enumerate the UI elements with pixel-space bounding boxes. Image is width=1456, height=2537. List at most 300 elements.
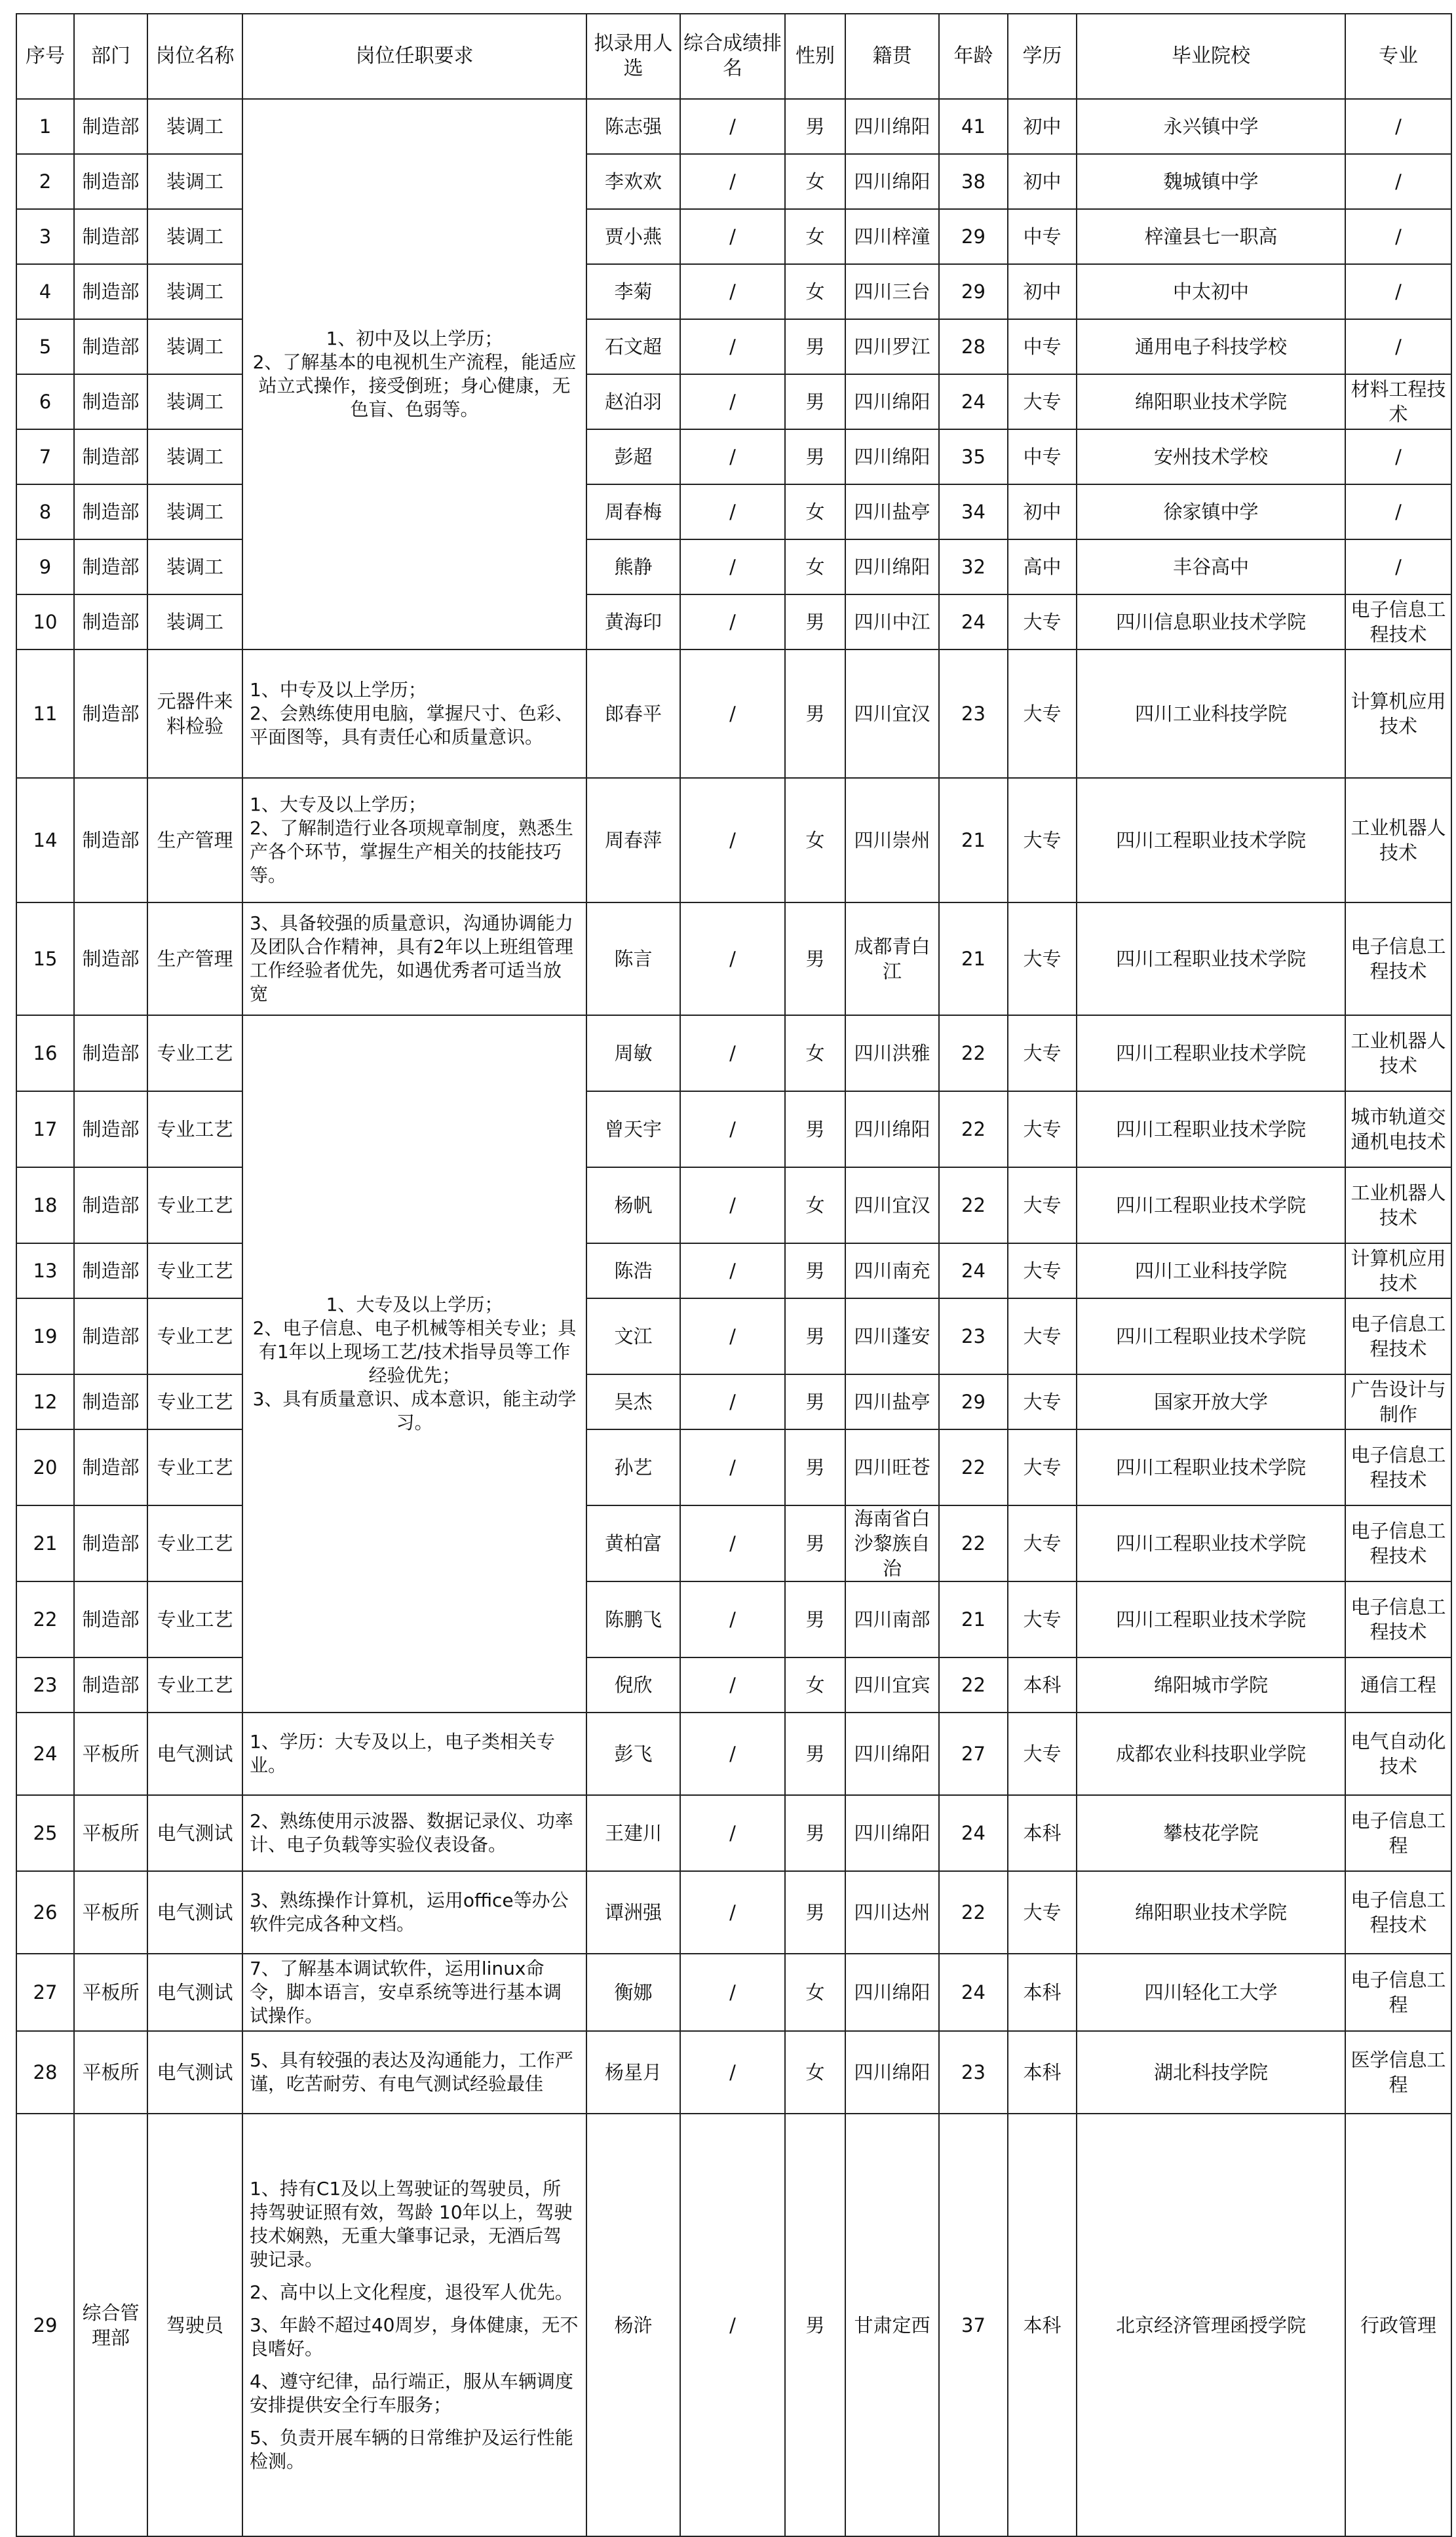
cell-gender: 女	[785, 1015, 845, 1091]
cell-dept: 平板所	[74, 1871, 147, 1954]
cell-name: 周春梅	[586, 484, 680, 539]
cell-gender: 男	[785, 99, 845, 154]
cell-gender: 男	[785, 1374, 845, 1429]
cell-age: 28	[939, 319, 1008, 374]
cell-dept: 制造部	[74, 484, 147, 539]
cell-gender: 男	[785, 1871, 845, 1954]
cell-edu: 本科	[1008, 2114, 1077, 2536]
cell-gender: 女	[785, 209, 845, 264]
cell-no: 2	[16, 154, 74, 209]
cell-edu: 本科	[1008, 1954, 1077, 2031]
cell-origin: 四川绵阳	[845, 154, 939, 209]
cell-edu: 大专	[1008, 1429, 1077, 1505]
cell-age: 21	[939, 1581, 1008, 1657]
table-row	[16, 1167, 1451, 1243]
cell-gender: 男	[785, 594, 845, 649]
cell-major: /	[1345, 154, 1451, 209]
cell-name: 黄柏富	[586, 1505, 680, 1581]
cell-name: 赵泊羽	[586, 374, 680, 429]
cell-no: 17	[16, 1091, 74, 1167]
cell-dept: 制造部	[74, 1243, 147, 1298]
cell-dept: 制造部	[74, 1298, 147, 1374]
table-row	[16, 374, 1451, 429]
header-gender: 性别	[785, 14, 845, 99]
cell-post: 电气测试	[147, 2031, 242, 2114]
header-major: 专业	[1345, 14, 1451, 99]
cell-edu: 中专	[1008, 209, 1077, 264]
cell-school: 绵阳职业技术学院	[1077, 1871, 1345, 1954]
cell-rank: /	[680, 1374, 785, 1429]
cell-no: 10	[16, 594, 74, 649]
cell-post: 装调工	[147, 264, 242, 319]
cell-no: 8	[16, 484, 74, 539]
cell-age: 29	[939, 264, 1008, 319]
cell-post: 专业工艺	[147, 1657, 242, 1713]
cell-age: 23	[939, 2031, 1008, 2114]
table-row	[16, 154, 1451, 209]
table-row	[16, 99, 1451, 154]
header-no: 序号	[16, 14, 74, 99]
cell-name: 陈言	[586, 902, 680, 1015]
cell-rank: /	[680, 1243, 785, 1298]
table-row	[16, 2114, 1451, 2536]
cell-origin: 四川旺苍	[845, 1429, 939, 1505]
cell-name: 李欢欢	[586, 154, 680, 209]
cell-major: 电子信息工程技术	[1345, 902, 1451, 1015]
cell-post: 装调工	[147, 319, 242, 374]
cell-origin: 四川绵阳	[845, 1091, 939, 1167]
table-row	[16, 1795, 1451, 1871]
cell-rank: /	[680, 778, 785, 902]
cell-major: /	[1345, 539, 1451, 594]
cell-dept: 制造部	[74, 264, 147, 319]
cell-no: 9	[16, 539, 74, 594]
cell-age: 22	[939, 1429, 1008, 1505]
cell-rank: /	[680, 374, 785, 429]
cell-edu: 大专	[1008, 902, 1077, 1015]
requirement-text: 7、了解基本调试软件，运用linux命令，脚本语言，安卓系统等进行基本调试操作。	[250, 1958, 562, 2026]
cell-school: 绵阳城市学院	[1077, 1657, 1345, 1713]
cell-rank: /	[680, 1795, 785, 1871]
cell-edu: 初中	[1008, 484, 1077, 539]
cell-age: 22	[939, 1015, 1008, 1091]
cell-origin: 四川盐亭	[845, 1374, 939, 1429]
header-post: 岗位名称	[147, 14, 242, 99]
cell-edu: 大专	[1008, 1015, 1077, 1091]
cell-no: 14	[16, 778, 74, 902]
header-name: 拟录用人选	[586, 14, 680, 99]
cell-post: 装调工	[147, 539, 242, 594]
cell-origin: 成都青白江	[845, 902, 939, 1015]
cell-origin: 四川中江	[845, 594, 939, 649]
requirements-cell	[242, 902, 586, 1015]
cell-edu: 大专	[1008, 1581, 1077, 1657]
cell-edu: 大专	[1008, 374, 1077, 429]
table-row	[16, 1505, 1451, 1581]
cell-rank: /	[680, 2031, 785, 2114]
cell-no: 4	[16, 264, 74, 319]
requirements-cell	[242, 1713, 586, 1795]
cell-post: 专业工艺	[147, 1091, 242, 1167]
cell-edu: 大专	[1008, 1298, 1077, 1374]
cell-post: 电气测试	[147, 1871, 242, 1954]
cell-major: 广告设计与制作	[1345, 1374, 1451, 1429]
requirement-text: 1、大专及以上学历； 2、电子信息、电子机械等相关专业；具有1年以上现场工艺/技术指导员等工作经验优先； 3、具有质量意识、成本意识，能主动学习。	[252, 1294, 577, 1433]
cell-post: 装调工	[147, 154, 242, 209]
cell-major: /	[1345, 484, 1451, 539]
cell-major: /	[1345, 264, 1451, 319]
cell-gender: 男	[785, 1091, 845, 1167]
cell-post: 生产管理	[147, 902, 242, 1015]
cell-age: 41	[939, 99, 1008, 154]
cell-school: 四川工程职业技术学院	[1077, 1298, 1345, 1374]
cell-major: 城市轨道交通机电技术	[1345, 1091, 1451, 1167]
cell-name: 郎春平	[586, 649, 680, 778]
header-row	[16, 14, 1451, 99]
cell-name: 衡娜	[586, 1954, 680, 2031]
header-dept: 部门	[74, 14, 147, 99]
cell-dept: 综合管理部	[74, 2114, 147, 2536]
cell-dept: 制造部	[74, 649, 147, 778]
cell-name: 杨星月	[586, 2031, 680, 2114]
cell-origin: 四川南充	[845, 1243, 939, 1298]
cell-origin: 四川绵阳	[845, 1713, 939, 1795]
requirement-text: 5、具有较强的表达及沟通能力，工作严谨，吃苦耐劳、有电气测试经验最佳	[250, 2049, 573, 2095]
cell-school: 四川信息职业技术学院	[1077, 594, 1345, 649]
cell-post: 专业工艺	[147, 1298, 242, 1374]
table-row	[16, 209, 1451, 264]
cell-gender: 女	[785, 539, 845, 594]
cell-age: 22	[939, 1657, 1008, 1713]
cell-gender: 男	[785, 649, 845, 778]
header-age: 年龄	[939, 14, 1008, 99]
cell-dept: 制造部	[74, 1657, 147, 1713]
cell-rank: /	[680, 2114, 785, 2536]
cell-no: 1	[16, 99, 74, 154]
cell-major: 计算机应用技术	[1345, 1243, 1451, 1298]
table-row	[16, 2031, 1451, 2114]
cell-age: 23	[939, 649, 1008, 778]
cell-edu: 大专	[1008, 1374, 1077, 1429]
cell-no: 5	[16, 319, 74, 374]
cell-major: /	[1345, 99, 1451, 154]
requirements-cell	[242, 2114, 586, 2536]
requirements-cell	[242, 778, 586, 902]
cell-name: 陈浩	[586, 1243, 680, 1298]
recruitment-table	[16, 13, 1452, 2537]
cell-no: 19	[16, 1298, 74, 1374]
table-row	[16, 778, 1451, 902]
cell-school: 国家开放大学	[1077, 1374, 1345, 1429]
requirements-cell	[242, 1954, 586, 2031]
cell-major: 材料工程技术	[1345, 374, 1451, 429]
cell-post: 电气测试	[147, 1713, 242, 1795]
requirements-cell	[242, 1871, 586, 1954]
cell-post: 元器件来料检验	[147, 649, 242, 778]
cell-name: 周敏	[586, 1015, 680, 1091]
cell-origin: 四川绵阳	[845, 429, 939, 484]
cell-name: 陈志强	[586, 99, 680, 154]
cell-name: 杨帆	[586, 1167, 680, 1243]
cell-post: 驾驶员	[147, 2114, 242, 2536]
cell-post: 装调工	[147, 484, 242, 539]
cell-age: 24	[939, 1243, 1008, 1298]
cell-no: 25	[16, 1795, 74, 1871]
cell-rank: /	[680, 209, 785, 264]
cell-school: 魏城镇中学	[1077, 154, 1345, 209]
cell-gender: 女	[785, 1954, 845, 2031]
cell-rank: /	[680, 1581, 785, 1657]
cell-dept: 制造部	[74, 1429, 147, 1505]
table-row	[16, 649, 1451, 778]
table-row	[16, 902, 1451, 1015]
cell-edu: 大专	[1008, 1505, 1077, 1581]
requirements-cell	[242, 1795, 586, 1871]
cell-post: 专业工艺	[147, 1429, 242, 1505]
cell-post: 专业工艺	[147, 1243, 242, 1298]
requirement-text: 1、持有C1及以上驾驶证的驾驶员，所持驾驶证照有效，驾龄 10年以上，驾驶技术娴熟，无重大肇事记录，无酒后驾驶记录。	[250, 2177, 573, 2270]
cell-gender: 男	[785, 2114, 845, 2536]
cell-dept: 平板所	[74, 1954, 147, 2031]
cell-name: 熊静	[586, 539, 680, 594]
cell-dept: 制造部	[74, 594, 147, 649]
requirements-cell	[242, 2031, 586, 2114]
cell-no: 12	[16, 1374, 74, 1429]
cell-rank: /	[680, 1657, 785, 1713]
cell-school: 安州技术学校	[1077, 429, 1345, 484]
cell-major: 电子信息工程技术	[1345, 594, 1451, 649]
table-row	[16, 484, 1451, 539]
cell-rank: /	[680, 154, 785, 209]
cell-dept: 制造部	[74, 319, 147, 374]
requirements-cell	[242, 1015, 586, 1713]
table-row	[16, 1581, 1451, 1657]
cell-major: 工业机器人技术	[1345, 1167, 1451, 1243]
cell-rank: /	[680, 1954, 785, 2031]
cell-post: 专业工艺	[147, 1167, 242, 1243]
cell-origin: 四川绵阳	[845, 99, 939, 154]
table-row	[16, 1091, 1451, 1167]
requirement-text: 3、具备较强的质量意识，沟通协调能力及团队合作精神，具有2年以上班组管理工作经验者优先，如遇优秀者可适当放宽	[250, 912, 573, 1005]
cell-gender: 男	[785, 374, 845, 429]
cell-age: 24	[939, 1795, 1008, 1871]
cell-origin: 四川绵阳	[845, 1954, 939, 2031]
cell-gender: 男	[785, 1581, 845, 1657]
requirements-cell	[242, 649, 586, 778]
cell-age: 24	[939, 374, 1008, 429]
cell-origin: 甘肃定西	[845, 2114, 939, 2536]
table-row	[16, 1429, 1451, 1505]
cell-major: 行政管理	[1345, 2114, 1451, 2536]
cell-school: 绵阳职业技术学院	[1077, 374, 1345, 429]
cell-rank: /	[680, 902, 785, 1015]
cell-no: 16	[16, 1015, 74, 1091]
requirement-text: 3、年龄不超过40周岁，身体健康，无不良嗜好。	[250, 2314, 579, 2359]
cell-origin: 四川绵阳	[845, 539, 939, 594]
cell-origin: 四川南部	[845, 1581, 939, 1657]
cell-name: 彭超	[586, 429, 680, 484]
cell-origin: 四川宜宾	[845, 1657, 939, 1713]
cell-no: 11	[16, 649, 74, 778]
cell-major: 工业机器人技术	[1345, 1015, 1451, 1091]
cell-post: 生产管理	[147, 778, 242, 902]
cell-no: 28	[16, 2031, 74, 2114]
cell-gender: 男	[785, 1298, 845, 1374]
cell-dept: 平板所	[74, 2031, 147, 2114]
cell-no: 3	[16, 209, 74, 264]
header-school: 毕业院校	[1077, 14, 1345, 99]
requirement-text: 2、熟练使用示波器、数据记录仪、功率计、电子负载等实验仪表设备。	[250, 1810, 573, 1855]
cell-dept: 制造部	[74, 1374, 147, 1429]
cell-school: 梓潼县七一职高	[1077, 209, 1345, 264]
cell-origin: 四川蓬安	[845, 1298, 939, 1374]
cell-origin: 四川宜汉	[845, 1167, 939, 1243]
cell-post: 专业工艺	[147, 1374, 242, 1429]
requirement-text: 5、负责开展车辆的日常维护及运行性能检测。	[250, 2426, 573, 2472]
cell-no: 7	[16, 429, 74, 484]
cell-post: 电气测试	[147, 1795, 242, 1871]
cell-age: 21	[939, 778, 1008, 902]
cell-name: 李菊	[586, 264, 680, 319]
cell-no: 6	[16, 374, 74, 429]
cell-origin: 海南省白沙黎族自治	[845, 1505, 939, 1581]
cell-rank: /	[680, 1298, 785, 1374]
cell-school: 四川工程职业技术学院	[1077, 1015, 1345, 1091]
cell-age: 37	[939, 2114, 1008, 2536]
cell-edu: 高中	[1008, 539, 1077, 594]
cell-major: 电子信息工程技术	[1345, 1581, 1451, 1657]
cell-major: 电子信息工程技术	[1345, 1429, 1451, 1505]
requirements-cell	[242, 99, 586, 649]
requirement-text: 3、熟练操作计算机，运用office等办公软件完成各种文档。	[250, 1889, 569, 1935]
cell-dept: 平板所	[74, 1713, 147, 1795]
cell-school: 四川工程职业技术学院	[1077, 1167, 1345, 1243]
table-row	[16, 1954, 1451, 2031]
cell-age: 21	[939, 902, 1008, 1015]
cell-major: 通信工程	[1345, 1657, 1451, 1713]
cell-rank: /	[680, 1429, 785, 1505]
cell-school: 丰谷高中	[1077, 539, 1345, 594]
cell-post: 装调工	[147, 594, 242, 649]
cell-age: 22	[939, 1871, 1008, 1954]
cell-post: 专业工艺	[147, 1581, 242, 1657]
cell-name: 石文超	[586, 319, 680, 374]
cell-school: 湖北科技学院	[1077, 2031, 1345, 2114]
cell-post: 电气测试	[147, 1954, 242, 2031]
cell-edu: 中专	[1008, 429, 1077, 484]
cell-post: 专业工艺	[147, 1015, 242, 1091]
cell-school: 攀枝花学院	[1077, 1795, 1345, 1871]
cell-name: 曾天宇	[586, 1091, 680, 1167]
requirement-text: 1、学历：大专及以上，电子类相关专业。	[250, 1731, 555, 1776]
cell-age: 22	[939, 1505, 1008, 1581]
cell-age: 24	[939, 594, 1008, 649]
cell-dept: 平板所	[74, 1795, 147, 1871]
cell-no: 20	[16, 1429, 74, 1505]
cell-no: 26	[16, 1871, 74, 1954]
cell-name: 陈鹏飞	[586, 1581, 680, 1657]
cell-gender: 男	[785, 902, 845, 1015]
cell-dept: 制造部	[74, 1091, 147, 1167]
cell-edu: 本科	[1008, 1657, 1077, 1713]
cell-dept: 制造部	[74, 99, 147, 154]
cell-post: 装调工	[147, 429, 242, 484]
cell-no: 29	[16, 2114, 74, 2536]
cell-rank: /	[680, 1713, 785, 1795]
cell-gender: 男	[785, 1795, 845, 1871]
cell-dept: 制造部	[74, 778, 147, 902]
cell-rank: /	[680, 594, 785, 649]
cell-dept: 制造部	[74, 1015, 147, 1091]
cell-edu: 中专	[1008, 319, 1077, 374]
cell-dept: 制造部	[74, 374, 147, 429]
cell-age: 27	[939, 1713, 1008, 1795]
cell-major: /	[1345, 209, 1451, 264]
cell-school: 徐家镇中学	[1077, 484, 1345, 539]
cell-name: 王建川	[586, 1795, 680, 1871]
table-row	[16, 1871, 1451, 1954]
cell-no: 23	[16, 1657, 74, 1713]
cell-age: 35	[939, 429, 1008, 484]
cell-rank: /	[680, 319, 785, 374]
cell-edu: 本科	[1008, 1795, 1077, 1871]
cell-major: 电子信息工程	[1345, 1795, 1451, 1871]
cell-dept: 制造部	[74, 209, 147, 264]
cell-gender: 女	[785, 484, 845, 539]
cell-major: 电子信息工程	[1345, 1954, 1451, 2031]
cell-gender: 女	[785, 2031, 845, 2114]
cell-age: 22	[939, 1167, 1008, 1243]
cell-rank: /	[680, 1091, 785, 1167]
header-education: 学历	[1008, 14, 1077, 99]
cell-no: 27	[16, 1954, 74, 2031]
cell-no: 13	[16, 1243, 74, 1298]
cell-edu: 大专	[1008, 1091, 1077, 1167]
cell-rank: /	[680, 1505, 785, 1581]
cell-post: 装调工	[147, 99, 242, 154]
cell-dept: 制造部	[74, 902, 147, 1015]
cell-rank: /	[680, 429, 785, 484]
cell-age: 22	[939, 1091, 1008, 1167]
table-row	[16, 264, 1451, 319]
table-row	[16, 1713, 1451, 1795]
cell-post: 专业工艺	[147, 1505, 242, 1581]
cell-rank: /	[680, 1871, 785, 1954]
cell-no: 18	[16, 1167, 74, 1243]
cell-school: 四川工程职业技术学院	[1077, 902, 1345, 1015]
cell-dept: 制造部	[74, 1505, 147, 1581]
cell-edu: 大专	[1008, 778, 1077, 902]
cell-no: 22	[16, 1581, 74, 1657]
cell-gender: 女	[785, 1167, 845, 1243]
cell-rank: /	[680, 264, 785, 319]
header-rank: 综合成绩排名	[680, 14, 785, 99]
cell-rank: /	[680, 649, 785, 778]
requirement-text: 1、中专及以上学历； 2、会熟练使用电脑，掌握尺寸、色彩、平面图等，具有责任心和质量意识。	[250, 679, 573, 748]
cell-no: 24	[16, 1713, 74, 1795]
header-origin: 籍贯	[845, 14, 939, 99]
cell-major: 电子信息工程技术	[1345, 1298, 1451, 1374]
table-row	[16, 1657, 1451, 1713]
cell-edu: 大专	[1008, 1167, 1077, 1243]
cell-school: 四川工程职业技术学院	[1077, 1091, 1345, 1167]
cell-no: 21	[16, 1505, 74, 1581]
cell-edu: 大专	[1008, 649, 1077, 778]
cell-post: 装调工	[147, 209, 242, 264]
table-row	[16, 1298, 1451, 1374]
cell-no: 15	[16, 902, 74, 1015]
cell-dept: 制造部	[74, 154, 147, 209]
